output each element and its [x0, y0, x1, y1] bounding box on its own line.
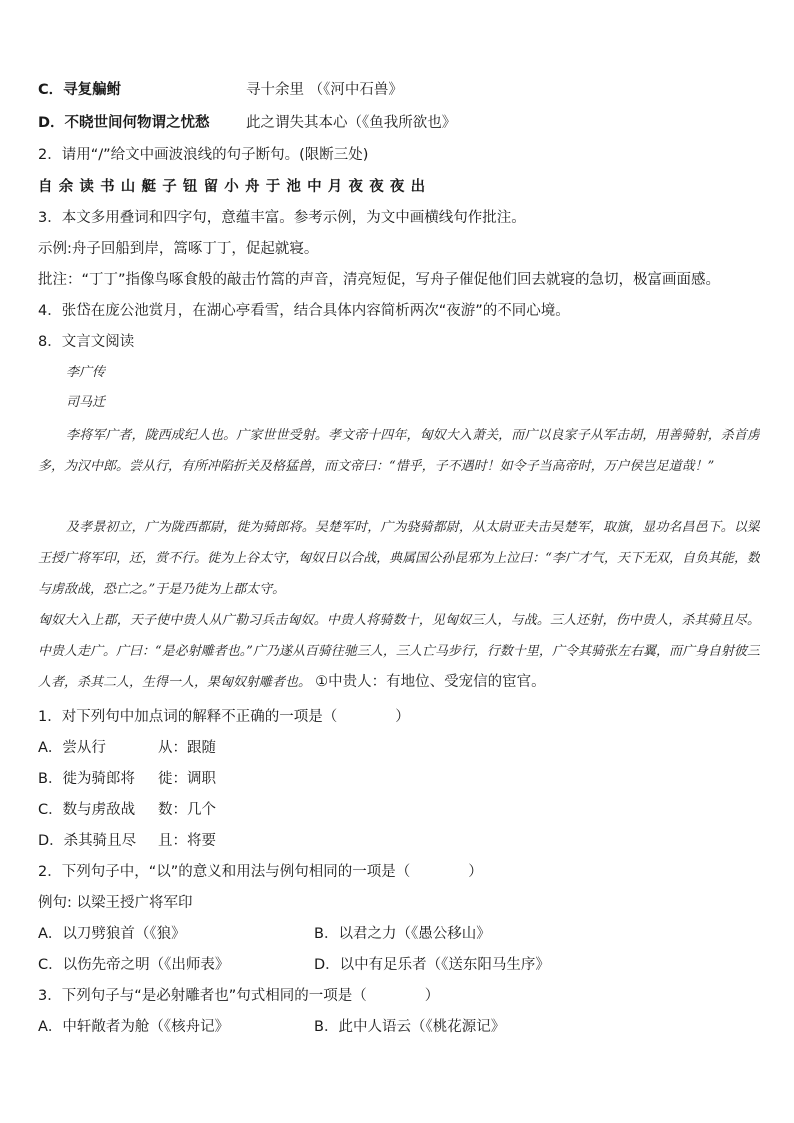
q1-option-c — [38, 800, 760, 820]
q1-option-d-meaning: 且：将要 — [158, 833, 216, 849]
passage-paragraph-3-text: 匈奴大入上郡，天子使中贵人从广勒习兵击匈奴。中贵人将骑数十，见匈奴三人，与战。三人还射，伤中贵人，杀其骑且尽。中贵人走广。广曰：“是必射雕者也。”广乃遂从百骑往驰三人，三人亡马步行，行数十里，广令其骑张左右翼，而广身自射彼三人者，杀其二人，生得一人，果匈奴射雕者也。 — [38, 613, 760, 690]
question-3b-prompt: 3．下列句子与“是必射雕者也”句式相同的一项是（ ） — [38, 988, 440, 1004]
question-1-prompt: 1．对下列句中加点词的解释不正确的一项是（ ） — [38, 709, 410, 725]
q3b-option-a: A．中轩敞者为舱（《核舟记》 — [38, 1019, 230, 1035]
q2b-options-row-1 — [38, 924, 760, 944]
q1-option-c-meaning: 数：几个 — [158, 802, 216, 818]
q1-option-b-word: B．徙为骑郎将 — [38, 771, 135, 787]
q1-option-d-word: D．杀其骑且尽 — [38, 833, 137, 849]
q2b-option-b: B．以君之力（《愚公移山》 — [314, 926, 491, 942]
question-2-prompt: 2．请用“/”给文中画波浪线的句子断句。(限断三处) — [38, 147, 369, 163]
option-c-text: C．寻复艑鲋 — [38, 82, 122, 98]
question-3-prompt: 3．本文多用叠词和四字句，意蕴丰富。参考示例，为文中画横线句作批注。 — [38, 210, 526, 226]
option-d-text: D．不晓世间何物谓之忧愁 — [38, 115, 210, 131]
q1-option-a-meaning: 从：跟随 — [158, 740, 216, 756]
section-8-heading: 8．文言文阅读 — [38, 334, 135, 350]
passage-paragraph-2: 及孝景初立，广为陇西都尉，徙为骑郎将。吴楚军时，广为骁骑都尉，从太尉亚夫击吴楚军，取旗，显功名昌邑下。以梁王授广将军印，还，赏不行。徙为上谷太守，匈奴日以合战，典属国公孙昆邪为上泣曰：“李广才气，天下无双，自负其能，数与虏敌战，恐亡之。”于是乃徙为上郡太守。 — [38, 520, 760, 597]
option-c-line — [38, 80, 760, 100]
q2b-option-c: C．以伤先帝之明（《出师表》 — [38, 957, 230, 973]
q3b-options-row-1 — [38, 1017, 760, 1037]
annotation-text: 批注：“丁丁”指像鸟啄食般的敲击竹篙的声音，清亮短促，写舟子催促他们回去就寝的急切，极富画面感。 — [38, 272, 721, 288]
passage-paragraph-3 — [38, 605, 760, 700]
option-d-line — [38, 113, 760, 133]
q2b-options-row-2 — [38, 955, 760, 975]
q3b-option-b: B．此中人语云（《桃花源记》 — [314, 1019, 506, 1035]
question-4-prompt: 4．张岱在庞公池赏月，在湖心亭看雪，结合具体内容简析两次“夜游”的不同心境。 — [38, 303, 570, 319]
option-c-source: 寻十余里 （《河中石兽》 — [246, 82, 403, 98]
question-2b-example: 例句: 以梁王授广将军印 — [38, 895, 193, 911]
q1-option-d — [38, 831, 760, 851]
passage-author: 司马迁 — [66, 395, 106, 410]
question-2-sentence: 自余读书山艇子钮留小舟于池中月夜夜夜出 — [38, 179, 432, 195]
q1-option-b-meaning: 徙：调职 — [158, 771, 216, 787]
q2b-option-a: A．以刀劈狼首（《狼》 — [38, 926, 186, 942]
q1-option-b — [38, 769, 760, 789]
passage-title: 李广传 — [66, 365, 106, 380]
footnote: ①中贵人：有地位、受宠信的宦官。 — [315, 674, 546, 690]
passage-paragraph-1: 李将军广者，陇西成纪人也。广家世世受射。孝文帝十四年，匈奴大入萧关，而广以良家子从军击胡，用善骑射，杀首虏多，为汉中郎。尝从行，有所冲陷折关及格猛兽，而文帝曰：“惜乎，子不遇时！如令子当高帝时，万户侯岂足道哉！” — [38, 428, 760, 474]
q1-option-a — [38, 738, 760, 758]
example-text: 示例:舟子回船到岸，篙啄丁丁，促起就寝。 — [38, 241, 319, 257]
q2b-option-d: D．以中有足乐者（《送东阳马生序》 — [314, 957, 550, 973]
q1-option-a-word: A．尝从行 — [38, 740, 106, 756]
question-2b-prompt: 2．下列句子中，“以”的意义和用法与例句相同的一项是（ ） — [38, 864, 483, 880]
q1-option-c-word: C．数与虏敌战 — [38, 802, 136, 818]
option-d-source: 此之谓失其本心（《鱼我所欲也》 — [246, 115, 457, 131]
